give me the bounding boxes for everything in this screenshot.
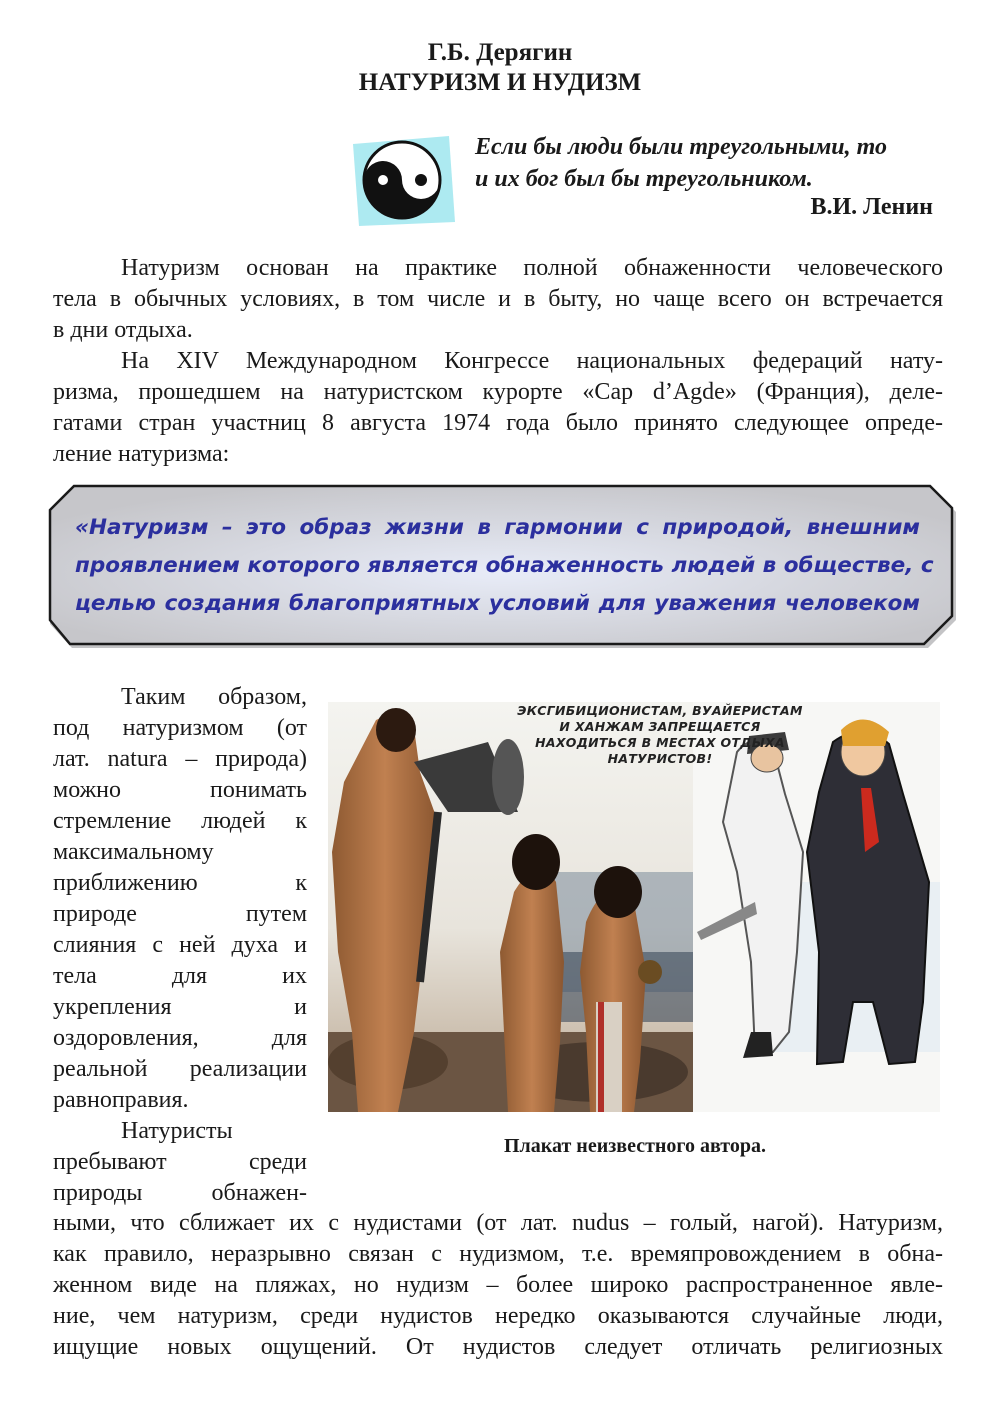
definition-line: проявлением которого является обнаженность людей в обществе, с bbox=[75, 553, 934, 578]
yin-yang-icon bbox=[345, 130, 460, 230]
text-line: в дни отдыха. bbox=[53, 317, 193, 343]
epigraph-quote bbox=[475, 131, 935, 195]
text-line: тела для их bbox=[53, 963, 307, 989]
text-line: ние, чем натуризм, среди нудистов нередко оказываются случайные люди, bbox=[53, 1303, 943, 1329]
figure-caption: Плакат неизвестного автора. bbox=[504, 1135, 766, 1157]
definition-line: «Натуризм – это образ жизни в гармонии с природой, внешним bbox=[75, 515, 920, 540]
text-line: Таким образом, bbox=[121, 684, 307, 710]
text-line: гатами стран участниц 8 августа 1974 года было принято следующее опреде- bbox=[53, 410, 943, 436]
text-line: ными, что сближает их с нудистами (от лат. nudus – голый, нагой). Натуризм, bbox=[53, 1210, 943, 1236]
text-line: природе путем bbox=[53, 901, 307, 927]
epigraph-line: Если бы люди были треугольными, то bbox=[475, 134, 887, 160]
poster-line: И ХАНЖАМ ЗАПРЕЩАЕТСЯ bbox=[559, 719, 761, 734]
text-line: приближению к bbox=[53, 870, 307, 896]
poster-line: НАТУРИСТОВ! bbox=[607, 751, 713, 766]
text-line: равноправия. bbox=[53, 1087, 189, 1113]
text-line: женном виде на пляжах, но нудизм – более широко распространенное явле- bbox=[53, 1272, 943, 1298]
text-line: тела в обычных условиях, в том числе и в быту, но чаще всего он встречается bbox=[53, 286, 943, 312]
text-line: под натуризмом (от bbox=[53, 715, 307, 741]
text-line: ризма, прошедшем на натуристском курорте «Cap d’Agde» (Франция), деле- bbox=[53, 379, 943, 405]
text-line: Натуристы bbox=[121, 1118, 233, 1144]
text-line: можно понимать bbox=[53, 777, 307, 803]
poster-headline bbox=[515, 703, 805, 767]
author-name: Г.Б. Дерягин bbox=[427, 39, 573, 66]
text-line: реальной реализации bbox=[53, 1056, 307, 1082]
paragraph-column bbox=[53, 682, 307, 1209]
text-line: максимальному bbox=[53, 839, 214, 865]
text-line: Натуризм основан на практике полной обнаженности человеческого bbox=[121, 255, 943, 281]
definition-text bbox=[75, 509, 934, 623]
poster-line: ЭКСГИБИЦИОНИСТАМ, ВУАЙЕРИСТАМ bbox=[517, 703, 803, 718]
text-line: ление натуризма: bbox=[53, 441, 230, 467]
text-line: оздоровления, для bbox=[53, 1025, 307, 1051]
definition-line: целью создания благоприятных условий для уважения человеком bbox=[75, 591, 920, 616]
paragraph-nudism bbox=[53, 1208, 943, 1363]
text-line: лат. natura – природа) bbox=[53, 746, 307, 772]
text-line: ищущие новых ощущений. От нудистов следует отличать религиозных bbox=[53, 1334, 943, 1360]
text-line: пребывают среди bbox=[53, 1149, 307, 1175]
text-line: укрепления и bbox=[53, 994, 307, 1020]
text-line: стремление людей к bbox=[53, 808, 307, 834]
paragraph-intro bbox=[53, 253, 943, 346]
text-line: природы обнажен- bbox=[53, 1180, 307, 1206]
text-line: слияния с ней духа и bbox=[53, 932, 307, 958]
paragraph-congress bbox=[53, 346, 943, 470]
poster-line: НАХОДИТЬСЯ В МЕСТАХ ОТДЫХА bbox=[535, 735, 785, 750]
text-line: На XIV Международном Конгрессе национальных федераций нату- bbox=[121, 348, 943, 374]
epigraph-author: В.И. Ленин bbox=[810, 194, 933, 220]
page-title: НАТУРИЗМ И НУДИЗМ bbox=[358, 69, 642, 96]
text-line: как правило, неразрывно связан с нудизмом, т.е. времяпровождением в обна- bbox=[53, 1241, 943, 1267]
epigraph-line: и их бог был бы треугольником. bbox=[475, 166, 813, 192]
